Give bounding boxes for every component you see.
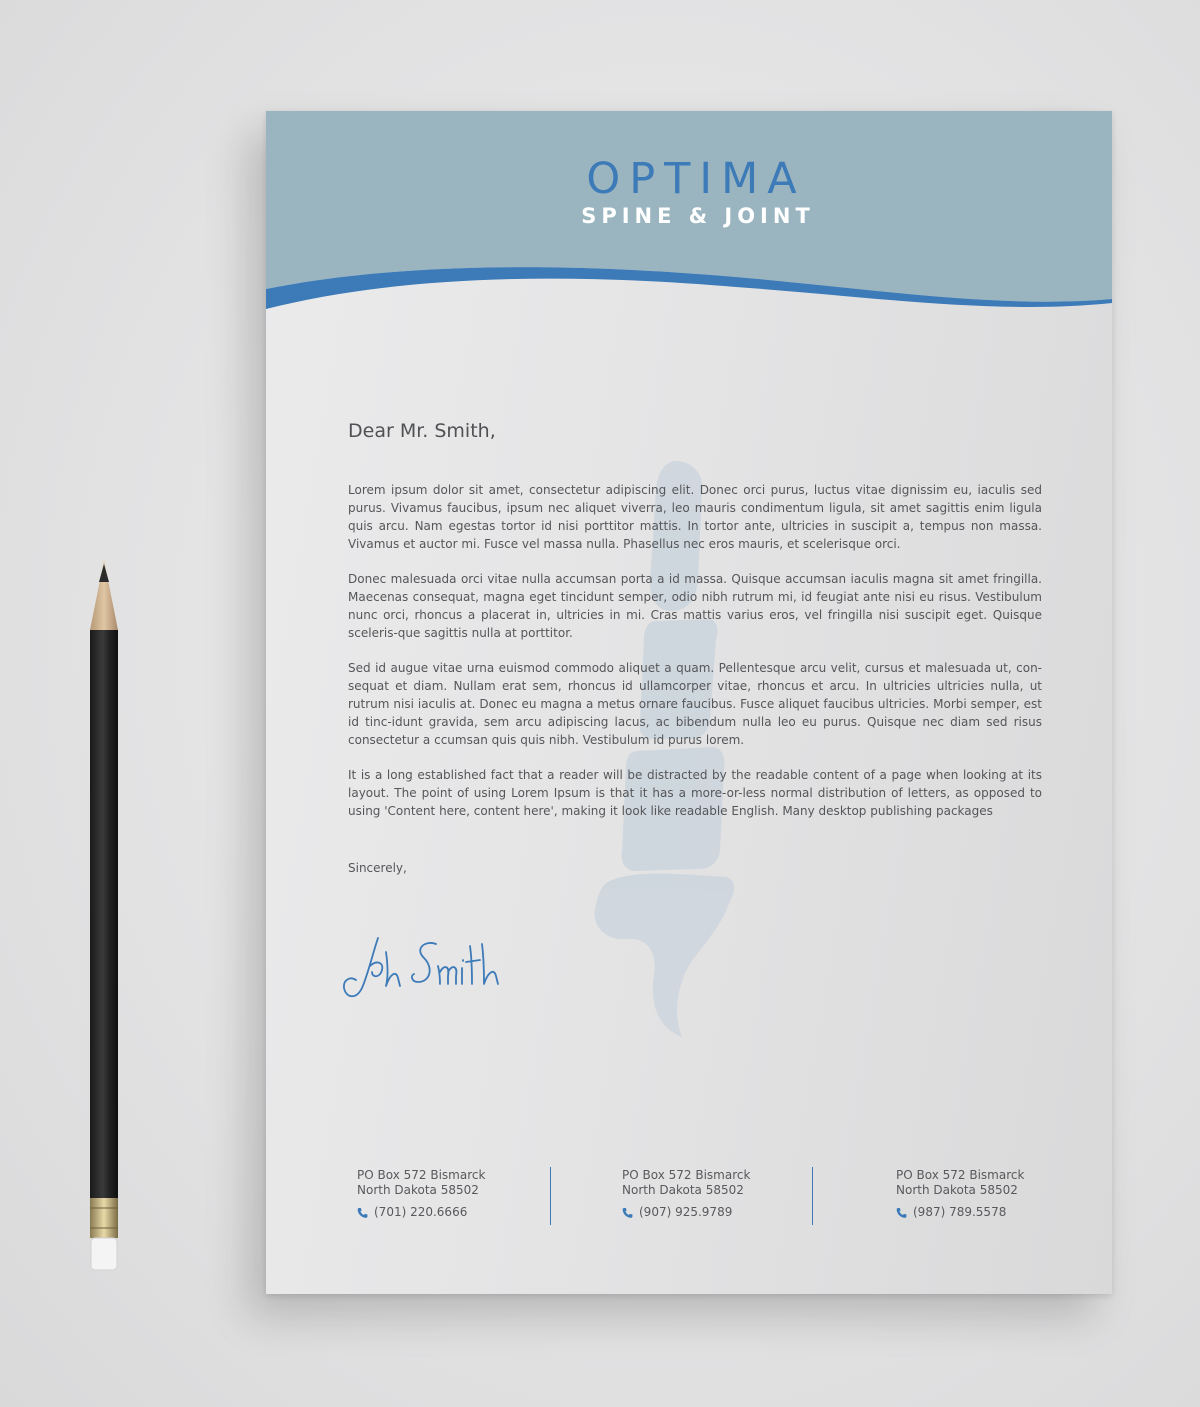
pencil [86,560,122,1280]
phone-number: (987) 789.5578 [913,1205,1007,1219]
address-line: North Dakota 58502 [896,1183,1018,1197]
office-address [622,1168,750,1220]
office-address [357,1168,485,1220]
handwritten-signature [342,926,502,1006]
letterhead-paper [266,111,1112,1294]
footer-divider [812,1167,813,1225]
address-line: North Dakota 58502 [622,1183,744,1197]
letter-paragraph: Donec malesuada orci vitae nulla accumsan porta a id massa. Quisque accumsan iaculis magna sit amet fringilla. Maecenas consequat, magna eget tincidunt semper, odio nibh rutrum mi, id feugiat ante nisi eu risus. Vestibulum nunc orci, rhoncus a placerat in, ultricies in mi. Cras mattis varius eros, vel fringilla nisi suscipit eget. Quisque sceleris-que sagittis nulla at porttitor. [348,572,1042,640]
letter-closing: Sincerely, [348,861,407,875]
phone-icon [357,1207,368,1219]
phone-icon [622,1207,633,1219]
phone-contact [357,1205,485,1220]
phone-number: (907) 925.9789 [639,1205,733,1219]
letter-paragraph: It is a long established fact that a reader will be distracted by the readable content of a page when looking at its layout. The point of using Lorem Ipsum is that it has a more-or-less normal distribution of letters, as opposed to using 'Content here, content here', making it look like readable English. Many desktop publishing packages [348,768,1042,818]
letter-paragraph: Lorem ipsum dolor sit amet, consectetur adipiscing elit. Donec orci purus, luctus vitae dignissim eu, iaculis sed purus. Vivamus faucibus, ipsum nec aliquet viverra, leo mauris condimentum ligula, sit amet sagittis enim ligula quis arcu. Nam egestas tortor id nisi porttitor mattis. In tortor ante, ultricies in suscipit a, tempus non massa. Vivamus et auctor mi. Fusce vel massa nulla. Phasellus nec eros mauris, et scelerisque orci. [348,483,1042,551]
address-line: North Dakota 58502 [357,1183,479,1197]
address-line: PO Box 572 Bismarck [357,1168,486,1182]
brand-logo [266,154,1112,229]
phone-icon [896,1207,907,1219]
brand-name: OPTIMA [586,154,806,204]
phone-contact [896,1205,1024,1220]
address-line: PO Box 572 Bismarck [896,1168,1025,1182]
office-address [896,1168,1024,1220]
letter-body [348,481,1042,837]
phone-contact [622,1205,750,1220]
letter-paragraph: Sed id augue vitae urna euismod commodo aliquet a quam. Pellentesque arcu velit, cursus et malesuada ut, con-sequat et diam. Nullam erat sem, rhoncus id ullamcorper vitae, rhoncus et arcu. In ultricies ultricies nulla, ut rutrum nisi iaculis at. Donec eu magna a metus ornare faucibus. Fusce aliquet faucibus ultricies. Morbi semper, est id tinc-idunt gravida, sem arcu adipiscing lacus, ac bibendum nulla leo eu purus. Quisque nec diam sed risus consectetur a ccumsan quis quis nibh. Vestibulum id purus lorem. [348,661,1042,747]
phone-number: (701) 220.6666 [374,1205,468,1219]
address-line: PO Box 572 Bismarck [622,1168,751,1182]
letter-greeting: Dear Mr. Smith, [348,420,496,442]
brand-tagline: SPINE & JOINT [581,204,815,228]
letter-footer [266,1164,1112,1234]
footer-divider [550,1167,551,1225]
